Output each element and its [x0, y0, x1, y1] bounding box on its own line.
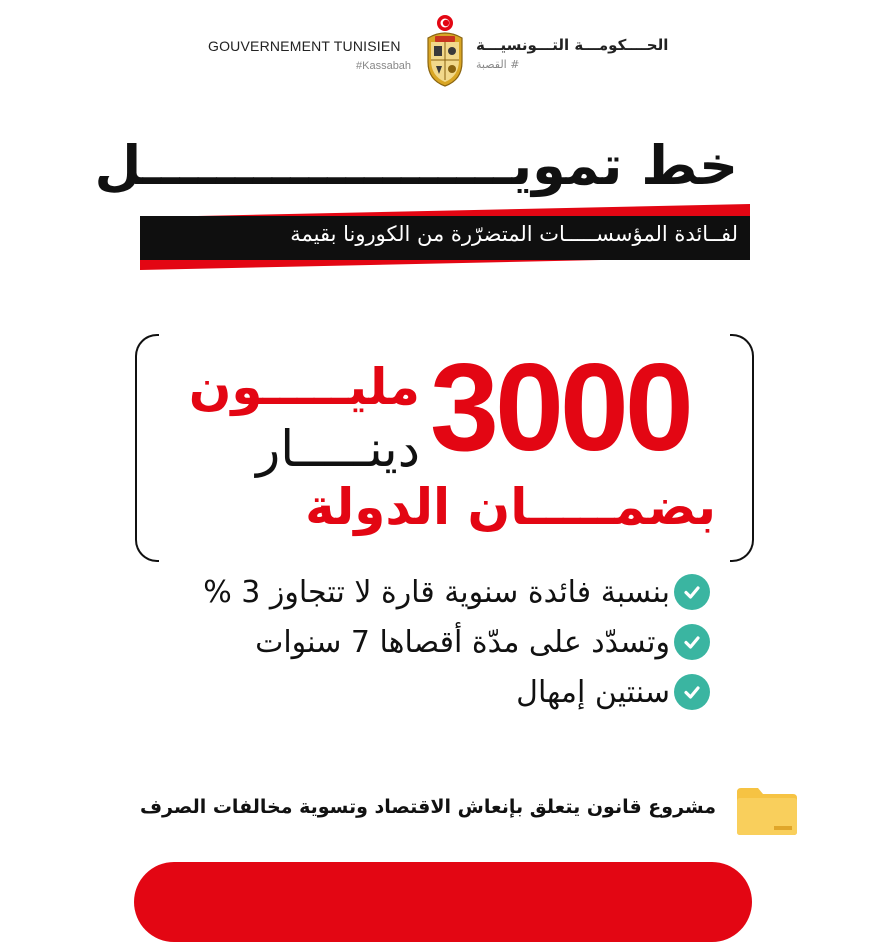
government-name-fr: GOUVERNEMENT TUNISIEN [208, 38, 401, 54]
banner-text: لفــائدة المؤسســـــات المتضرّرة من الكورونا بقيمة [290, 222, 738, 246]
check-icon [674, 674, 710, 710]
folder-icon [736, 786, 798, 836]
bullet-grace-period [516, 674, 710, 710]
headline: خط تمويــــــــــــــــــــل [94, 134, 738, 197]
bracket-left [135, 334, 159, 562]
draft-law-title: مشروع قانون يتعلق بإنعاش الاقتصاد وتسوية مخالفات الصرف [139, 796, 716, 818]
bullet-repayment-term [255, 624, 710, 660]
bullet-text: بنسبة فائدة سنوية قارة لا تتجاوز 3 % [203, 574, 670, 610]
bullet-text: سنتين إمهال [516, 674, 670, 710]
bracket-right [730, 334, 754, 562]
amount-dinar: دينـــــار [256, 420, 420, 478]
government-name-ar: الحــــكومـــة التـــونسيـــة [476, 36, 669, 54]
check-icon [674, 574, 710, 610]
amount-million: مليـــــون [188, 358, 420, 416]
hashtag-ar: # القصبة [476, 58, 520, 71]
bullet-interest-rate [203, 574, 710, 610]
state-guarantee: بضمـــــان الدولة [305, 478, 716, 536]
coat-of-arms-icon [422, 14, 468, 88]
check-icon [674, 624, 710, 660]
bullet-text: وتسدّد على مدّة أقصاها 7 سنوات [255, 624, 670, 660]
amount-number: 3000 [430, 339, 690, 477]
bottom-red-panel [134, 862, 752, 942]
hashtag-fr: #Kassabah [356, 60, 412, 72]
